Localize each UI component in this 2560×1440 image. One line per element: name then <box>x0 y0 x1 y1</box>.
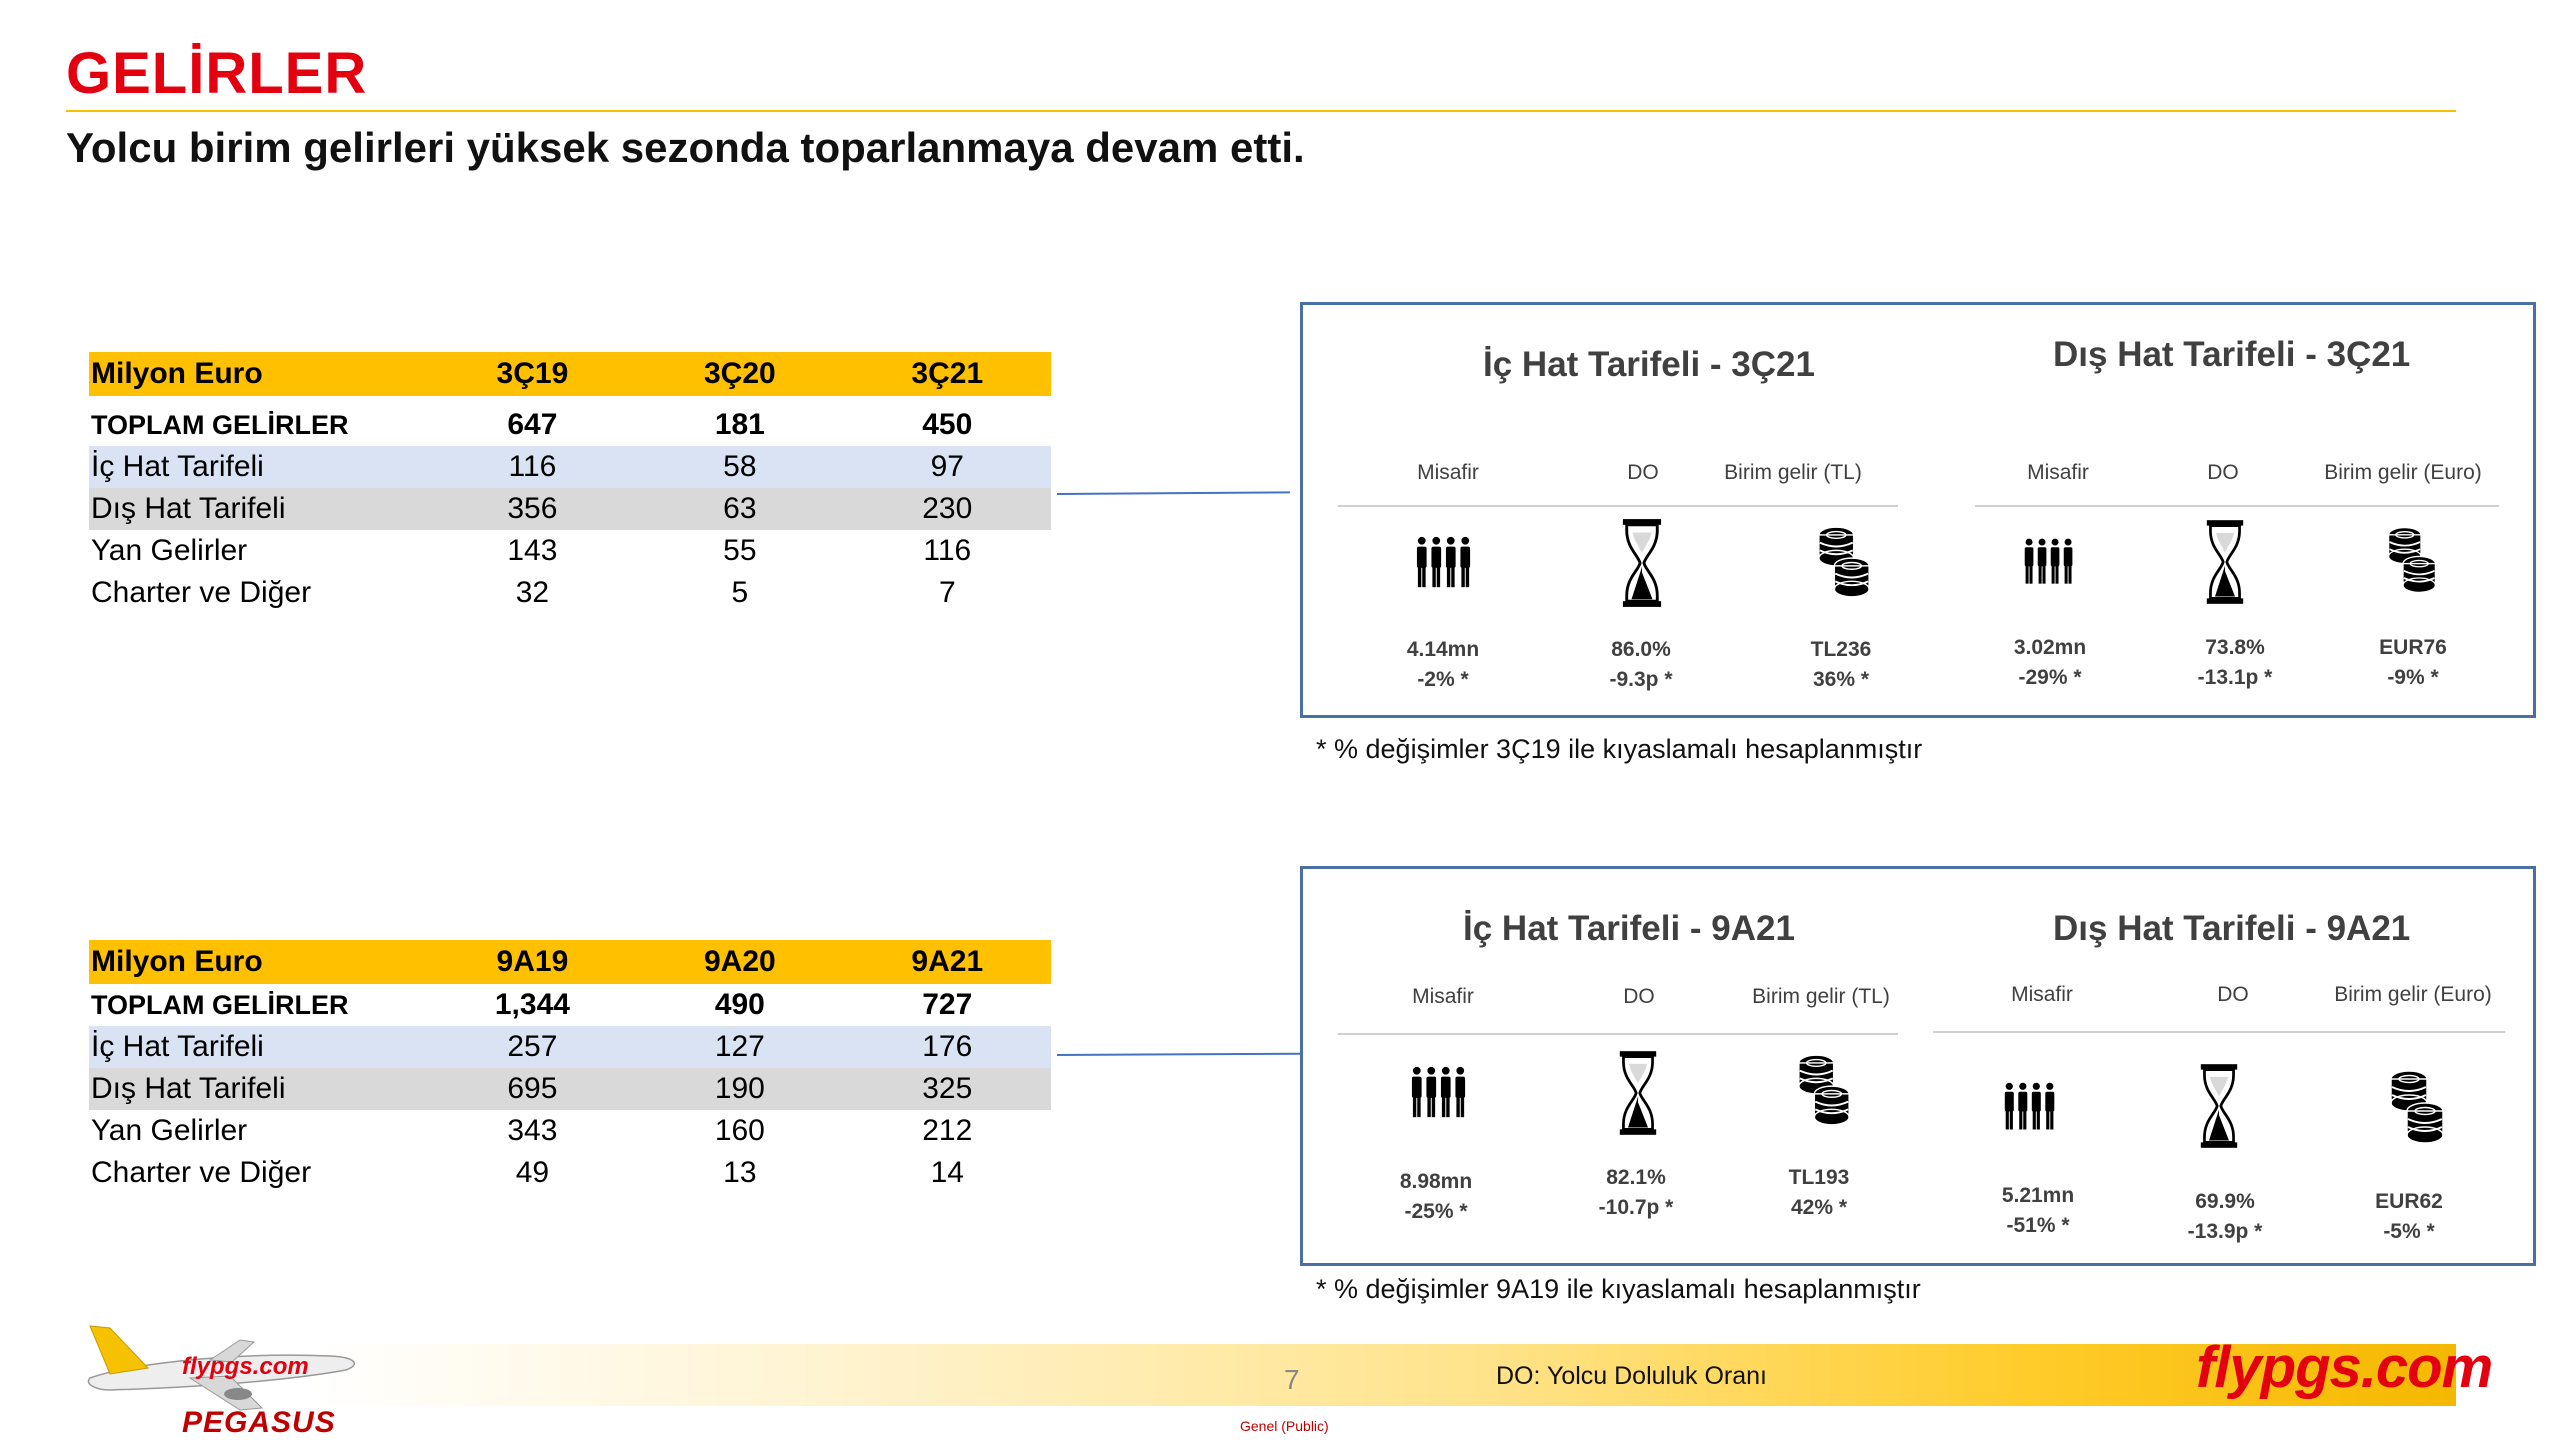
table-row-charter <box>89 1152 1051 1194</box>
table-header-col: 9A20 <box>703 945 776 978</box>
cell: 1,344 <box>494 988 570 1021</box>
q3-footnote: * % değişimler 3Ç19 ile kıyaslamalı hesaplanmıştır <box>1316 734 1923 764</box>
coins-icon <box>2387 1051 2447 1163</box>
table-header-label: Milyon Euro <box>91 945 263 978</box>
kpi-header-unit-revenue: Birim gelir (TL) <box>1724 461 1862 484</box>
people-icon <box>1410 1059 1468 1127</box>
kpi-header-passengers: Misafir <box>2027 461 2089 484</box>
kpi-value: 8.98mn -25% * <box>1399 1170 1473 1223</box>
row-label: İç Hat Tarifeli <box>91 1030 264 1063</box>
cell: 14 <box>930 1156 964 1189</box>
table-header-row <box>89 940 1051 984</box>
row-label: Yan Gelirler <box>91 1114 248 1147</box>
people-icon <box>1415 531 1473 595</box>
cell: 5 <box>731 576 749 609</box>
q3-revenue-table <box>89 352 1051 614</box>
table-header-row <box>89 352 1051 396</box>
cell: 343 <box>507 1114 558 1147</box>
cell: 49 <box>515 1156 550 1189</box>
table-row-ancillary <box>89 1110 1051 1152</box>
kpi-value: 5.21mn -51% * <box>2001 1184 2075 1237</box>
kpi-header-passengers: Misafir <box>1412 985 1474 1008</box>
cell: 55 <box>723 534 757 567</box>
cell: 695 <box>507 1072 558 1105</box>
kpi-value: 69.9% -13.9p * <box>2187 1190 2263 1243</box>
cell: 127 <box>714 1030 765 1063</box>
kpi-header-unit-revenue: Birim gelir (Euro) <box>2324 461 2482 484</box>
cell: 32 <box>515 576 550 609</box>
cell: 181 <box>714 408 765 441</box>
table-header-col: 3Ç20 <box>703 357 776 390</box>
hourglass-icon <box>1618 1045 1658 1141</box>
international-kpi-title: Dış Hat Tarifeli - 9A21 <box>2053 909 2411 948</box>
row-label: Charter ve Diğer <box>91 1156 312 1189</box>
table-header-col: 9A19 <box>496 945 569 978</box>
row-label: TOPLAM GELİRLER <box>91 409 349 440</box>
table-row-total <box>89 404 1051 446</box>
kpi-value: 82.1% -10.7p * <box>1598 1166 1674 1219</box>
table-header-col: 9A21 <box>911 945 984 978</box>
coins-icon <box>2385 519 2439 601</box>
kpi-value: TL193 42% * <box>1788 1166 1850 1219</box>
svg-text:flypgs.com: flypgs.com <box>182 1353 309 1380</box>
kpi-header-passengers: Misafir <box>2011 983 2073 1006</box>
pegasus-logo: PEGASUS <box>182 1406 336 1439</box>
kpi-header-passengers: Misafir <box>1417 461 1479 484</box>
connector-line <box>1057 1053 1300 1056</box>
coins-icon <box>1815 521 1873 603</box>
kpi-header-load-factor: DO <box>2217 983 2249 1006</box>
cell: 212 <box>922 1114 973 1147</box>
page-number: 7 <box>1284 1364 1300 1395</box>
row-label: Dış Hat Tarifeli <box>91 492 286 525</box>
kpi-value: 73.8% -13.1p * <box>2197 636 2273 689</box>
kpi-header-unit-revenue: Birim gelir (TL) <box>1752 985 1890 1008</box>
table-row-domestic <box>89 1026 1051 1068</box>
kpi-header-load-factor: DO <box>2207 461 2239 484</box>
title-divider <box>66 110 2456 112</box>
cell: 63 <box>723 492 757 525</box>
kpi-value: EUR62 -5% * <box>2375 1190 2443 1243</box>
9m-revenue-table <box>89 940 1051 1194</box>
table-row-charter <box>89 572 1051 614</box>
row-label: Charter ve Diğer <box>91 576 312 609</box>
kpi-divider <box>1933 1031 2505 1033</box>
hourglass-icon <box>2205 517 2245 607</box>
cell: 190 <box>714 1072 765 1105</box>
9m-footnote: * % değişimler 9A19 ile kıyaslamalı hesaplanmıştır <box>1316 1274 1921 1304</box>
cell: 356 <box>507 492 558 525</box>
hourglass-icon <box>2199 1045 2239 1167</box>
cell: 450 <box>922 408 973 441</box>
people-icon <box>2023 531 2075 593</box>
table-row-ancillary <box>89 530 1051 572</box>
cell: 160 <box>714 1114 765 1147</box>
domestic-kpi-title: İç Hat Tarifeli - 3Ç21 <box>1483 345 1815 384</box>
people-icon <box>2003 1065 2057 1149</box>
table-row-international <box>89 488 1051 530</box>
cell: 325 <box>922 1072 973 1105</box>
kpi-header-load-factor: DO <box>1627 461 1659 484</box>
abbreviation-legend: DO: Yolcu Doluluk Oranı <box>1496 1362 1767 1390</box>
table-header-col: 3Ç19 <box>496 357 569 390</box>
kpi-value: EUR76 -9% * <box>2379 636 2447 689</box>
table-row-domestic <box>89 446 1051 488</box>
cell: 13 <box>723 1156 757 1189</box>
table-header-label: Milyon Euro <box>91 357 263 390</box>
cell: 143 <box>507 534 558 567</box>
cell: 257 <box>507 1030 558 1063</box>
international-kpi-title: Dış Hat Tarifeli - 3Ç21 <box>2053 335 2411 374</box>
kpi-header-unit-revenue: Birim gelir (Euro) <box>2334 983 2492 1006</box>
kpi-value: 86.0% -9.3p * <box>1609 638 1673 691</box>
q3-kpi-box <box>1300 302 2536 718</box>
classification-label: Genel (Public) <box>1240 1418 1329 1434</box>
cell: 7 <box>938 576 956 609</box>
row-label: Yan Gelirler <box>91 534 248 567</box>
9m-kpi-box <box>1300 866 2536 1266</box>
kpi-value: TL236 36% * <box>1810 638 1872 691</box>
cell: 97 <box>930 450 964 483</box>
table-row-total <box>89 984 1051 1026</box>
cell: 647 <box>507 408 558 441</box>
table-header-col: 3Ç21 <box>911 357 984 390</box>
page-subtitle: Yolcu birim gelirleri yüksek sezonda toparlanmaya devam etti. <box>66 124 1305 171</box>
page-title: GELİRLER <box>66 41 368 106</box>
domestic-kpi-title: İç Hat Tarifeli - 9A21 <box>1463 909 1795 948</box>
row-label: İç Hat Tarifeli <box>91 450 264 483</box>
kpi-divider <box>1975 505 2499 507</box>
brand-logo: flypgs.com <box>2196 1335 2493 1400</box>
kpi-header-load-factor: DO <box>1623 985 1655 1008</box>
airplane-icon <box>70 1318 370 1418</box>
cell: 116 <box>923 534 972 567</box>
hourglass-icon <box>1621 519 1663 607</box>
cell: 490 <box>714 988 765 1021</box>
row-label: Dış Hat Tarifeli <box>91 1072 286 1105</box>
connector-line <box>1057 491 1290 495</box>
kpi-divider <box>1338 505 1898 507</box>
kpi-value: 4.14mn -2% * <box>1406 638 1480 691</box>
cell: 176 <box>922 1030 973 1063</box>
row-label: TOPLAM GELİRLER <box>91 989 349 1020</box>
kpi-value: 3.02mn -29% * <box>2013 636 2087 689</box>
coins-icon <box>1795 1047 1853 1133</box>
kpi-divider <box>1338 1033 1898 1035</box>
cell: 230 <box>922 492 973 525</box>
table-row-international <box>89 1068 1051 1110</box>
footer-band <box>310 1344 2456 1406</box>
cell: 116 <box>508 450 557 483</box>
cell: 727 <box>922 988 973 1021</box>
cell: 58 <box>723 450 757 483</box>
